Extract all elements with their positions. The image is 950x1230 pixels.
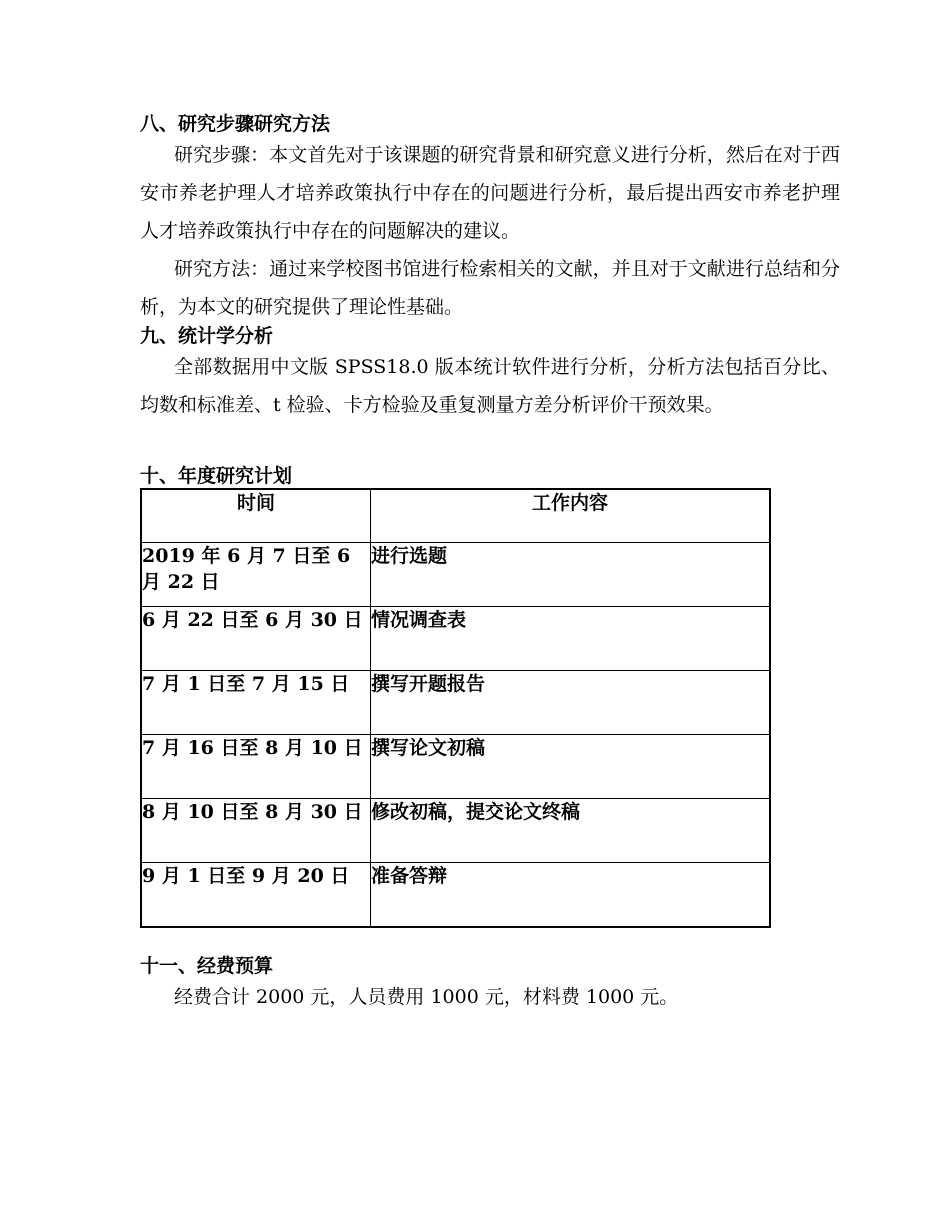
plan-table bbox=[140, 488, 771, 928]
table-row bbox=[141, 543, 770, 607]
table-row bbox=[141, 799, 770, 863]
table-row bbox=[141, 863, 770, 928]
section-heading: 十、年度研究计划 bbox=[140, 465, 293, 487]
table-cell-content: 准备答辩 bbox=[371, 863, 771, 928]
section-statistics bbox=[140, 324, 840, 424]
table-cell-time: 8 月 10 日至 8 月 30 日 bbox=[141, 799, 371, 863]
table-row bbox=[141, 607, 770, 671]
table-cell-time: 2019 年 6 月 7 日至 6 月 22 日 bbox=[141, 543, 371, 607]
table-cell-time: 6 月 22 日至 6 月 30 日 bbox=[141, 607, 371, 671]
table-header-row bbox=[141, 489, 770, 543]
paragraph: 经费合计 2000 元，人员费用 1000 元，材料费 1000 元。 bbox=[174, 986, 679, 1008]
table-cell-content: 撰写论文初稿 bbox=[371, 735, 771, 799]
section-budget bbox=[140, 954, 840, 1016]
table-cell-content: 撰写开题报告 bbox=[371, 671, 771, 735]
table-cell-time: 7 月 1 日至 7 月 15 日 bbox=[141, 671, 371, 735]
section-research-steps bbox=[140, 112, 840, 326]
section-heading: 九、统计学分析 bbox=[140, 325, 274, 347]
table-cell-time: 9 月 1 日至 9 月 20 日 bbox=[141, 863, 371, 928]
paragraph: 研究方法：通过来学校图书馆进行检索相关的文献，并且对于文献进行总结和分析，为本文的研究提供了理论性基础。 bbox=[140, 258, 840, 318]
table-cell-content: 情况调查表 bbox=[371, 607, 771, 671]
table-cell-time: 7 月 16 日至 8 月 10 日 bbox=[141, 735, 371, 799]
table-cell-content: 进行选题 bbox=[371, 543, 771, 607]
table-row bbox=[141, 735, 770, 799]
table-row bbox=[141, 671, 770, 735]
section-heading: 十一、经费预算 bbox=[140, 955, 274, 977]
section-annual-plan bbox=[140, 464, 840, 928]
column-header-time: 时间 bbox=[141, 489, 371, 543]
paragraph: 研究步骤：本文首先对于该课题的研究背景和研究意义进行分析，然后在对于西安市养老护理人才培养政策执行中存在的问题进行分析，最后提出西安市养老护理人才培养政策执行中存在的问题解决的建议。 bbox=[140, 144, 840, 242]
column-header-content: 工作内容 bbox=[371, 489, 771, 543]
paragraph: 全部数据用中文版 SPSS18.0 版本统计软件进行分析，分析方法包括百分比、均数和标准差、t 检验、卡方检验及重复测量方差分析评价干预效果。 bbox=[140, 356, 840, 416]
section-heading: 八、研究步骤研究方法 bbox=[140, 113, 331, 135]
table-cell-content: 修改初稿，提交论文终稿 bbox=[371, 799, 771, 863]
